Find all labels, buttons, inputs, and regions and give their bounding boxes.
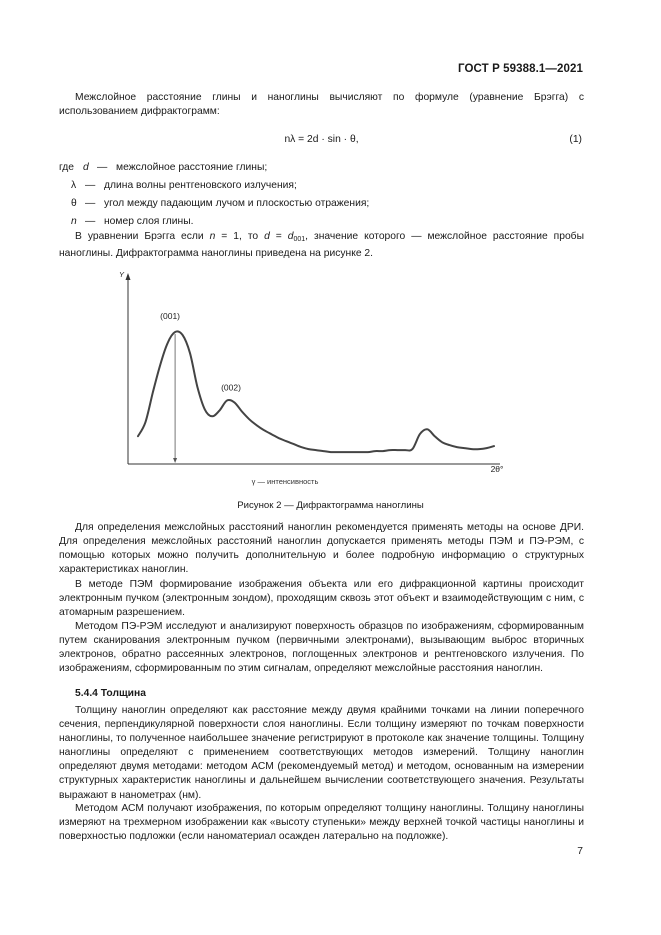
paragraph-tem: В методе ПЭМ формирование изображения объекта или его дифракционной картины происходит электронным пучком (электронным зондом), проходящим сквозь этот объект и взаимодействующим с ним, с атомарным разрешением. xyxy=(59,579,584,619)
peak-002-label: (002) xyxy=(221,382,241,393)
peak-intensity-arrowhead xyxy=(173,458,177,463)
bragg-note-text: = xyxy=(269,231,288,242)
y-axis-label: Y xyxy=(118,270,124,279)
definition-symbol: d xyxy=(83,162,89,173)
intro-paragraph: Межслойное расстояние глины и наноглины вычисляют по формуле (уравнение Брэгга) с использованием дифрактограмм: xyxy=(59,92,584,118)
bragg-note-symbol-n: n xyxy=(209,231,216,242)
definition-dash: — xyxy=(85,180,96,191)
definition-text: номер слоя глины. xyxy=(104,216,194,227)
definition-dash: — xyxy=(97,162,108,173)
definition-dash: — xyxy=(85,216,96,227)
document-code-header: ГОСТ Р 59388.1—2021 xyxy=(458,63,583,75)
peak-001-label: (001) xyxy=(160,310,181,321)
paragraph-thickness-definition: Толщину наноглин определяют как расстояние между двумя крайними точками на линии поперечного сечения, перпендикулярной поверхности слоя наноглины. Если толщину измеряют по точкам поверхности наноглины, то полученное наибольшее значение регистрируют в протоколе как значение толщины. Толщину наноглины определяют с применением соответствующих методов измерений. Толщину наноглин определяют двумя методами: методом АСМ (рекомендуемый метод) и методом, основанным на измерении структурных характеристик наноглины и дальнейшем вычислении соответствующего значения. Результаты выражают в нанометрах (нм). xyxy=(59,705,584,801)
bragg-note-text: В уравнении Брэгга если xyxy=(75,231,210,242)
definition-dash: — xyxy=(85,198,96,209)
definition-prefix: где xyxy=(59,162,75,173)
diffractogram-chart xyxy=(110,265,510,495)
bragg-formula xyxy=(59,134,584,148)
bragg-note-symbol-d: d xyxy=(264,231,270,242)
bragg-note-symbol-d: d xyxy=(287,231,294,242)
paragraph-afm: Методом АСМ получают изображения, по которым определяют толщину наноглины. Толщину наноглины измеряют на трехмерном изображении как «высоту ступеньки» между верхней точкой частицы наноглины и поверхностью подложки (если наноматериал осажден латерально на подложке). xyxy=(59,803,584,843)
definition-row xyxy=(59,161,459,175)
definition-symbol: λ xyxy=(71,180,77,191)
intensity-legend: γ — интенсивность xyxy=(251,477,319,486)
definition-text: длина волны рентгеновского излучения; xyxy=(104,180,297,191)
definition-symbol: n xyxy=(71,216,77,227)
bragg-note-subscript: 001 xyxy=(293,236,306,243)
section-title: Толщина xyxy=(100,688,146,699)
y-axis-arrow xyxy=(126,273,131,280)
diffraction-curve xyxy=(138,331,494,452)
formula-number: (1) xyxy=(569,134,582,145)
definition-text: межслойное расстояние глины; xyxy=(116,162,268,173)
bragg-note-text: = 1, то xyxy=(215,231,265,242)
section-heading xyxy=(75,688,146,699)
x-axis-label: 2θ° xyxy=(490,464,504,474)
formula-expression: nλ = 2d · sin · θ, xyxy=(284,134,359,145)
paragraph-sem: Методом ПЭ-РЭМ исследуют и анализируют поверхность образцов по изображениям, сформированным путем сканирования электронным пучком (первичными электронами), вызывающим выброс вторичных электронов, обратно рассеянных электронов, поглощенных электронов и рентгеновского излучения. По изображениям, сформированным по этим сигналам, определяют межслойные расстояния наноглин. xyxy=(59,621,584,675)
paragraph-methods: Для определения межслойных расстояний наноглин рекомендуется применять методы на основе ДРИ. Для определения межслойных расстояний наноглин допускается применять методы ПЭМ и ПЭ-РЭМ, с помощью которых можно получить дополнительную и более подробную информацию о структурных характеристиках наноглин. xyxy=(59,522,584,576)
definition-symbol: θ xyxy=(71,198,77,209)
page-number: 7 xyxy=(577,846,583,857)
section-number: 5.4.4 xyxy=(75,688,98,699)
bragg-note-paragraph xyxy=(59,230,584,261)
definition-text: угол между падающим лучом и плоскостью отражения; xyxy=(104,198,370,209)
bragg-note-text: , значение которого — межслойное расстояние пробы наноглины. Дифрактограмма наноглины приведена на рисунке 2. xyxy=(59,231,584,260)
figure-caption: Рисунок 2 — Дифрактограмма наноглины xyxy=(237,500,424,511)
